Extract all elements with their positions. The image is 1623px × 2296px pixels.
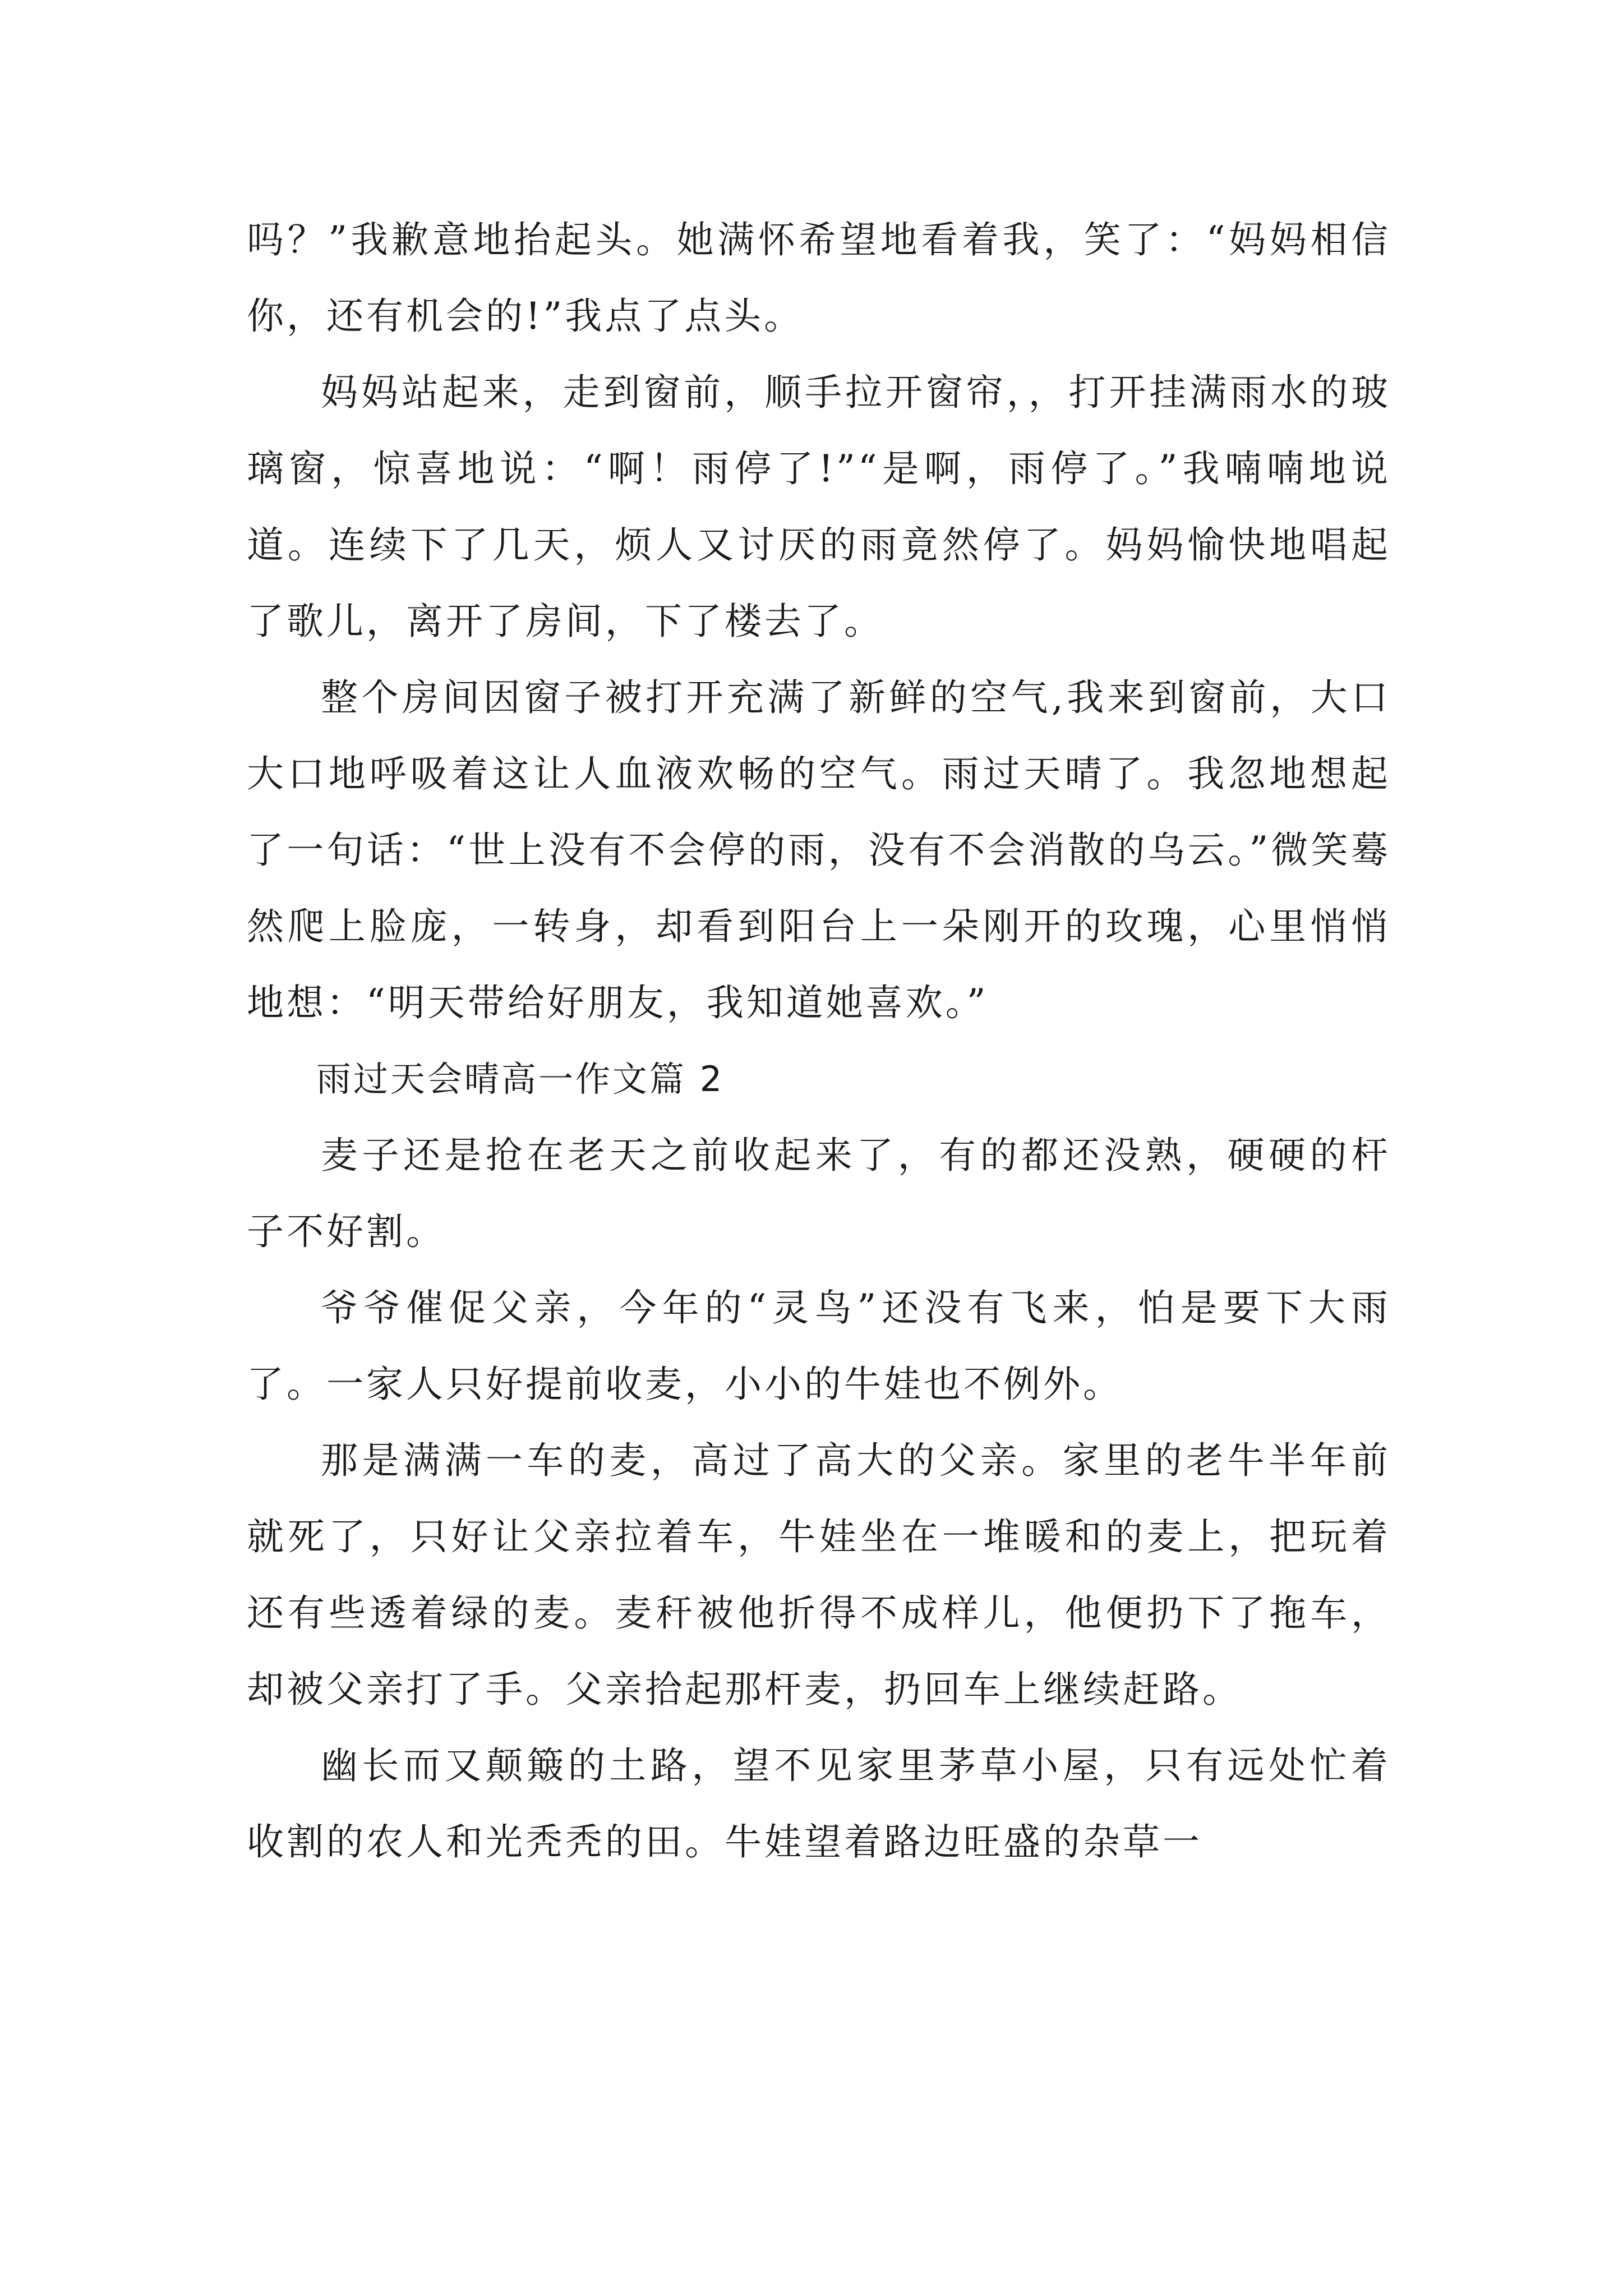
paragraph-1: 吗？”我歉意地抬起头。她满怀希望地看着我，笑了：“妈妈相信你，还有机会的!”我点了点头。 — [247, 218, 1391, 338]
paragraph-5: 爷爷催促父亲，今年的“灵鸟”还没有飞来，怕是要下大雨了。一家人只好提前收麦，小小的牛娃也不例外。 — [247, 1286, 1391, 1406]
paragraph-4: 麦子还是抢在老天之前收起来了，有的都还没熟，硬硬的杆子不好割。 — [247, 1134, 1391, 1253]
section-heading: 雨过天会晴高一作文篇 2 — [316, 1059, 725, 1099]
paragraph-7: 幽长而又颠簸的土路，望不见家里茅草小屋，只有远处忙着收割的农人和光秃秃的田。牛娃望着路边旺盛的杂草一 — [247, 1744, 1391, 1864]
essay-body — [247, 202, 1391, 1880]
paragraph-3: 整个房间因窗子被打开充满了新鲜的空气,我来到窗前，大口大口地呼吸着这让人血液欢畅的空气。雨过天晴了。我忽地想起了一句话：“世上没有不会停的雨，没有不会消散的乌云。”微笑蓦然爬上脸庞，一转身，却看到阳台上一朵刚开的玫瑰，心里悄悄地想：“明天带给好朋友，我知道她喜欢。” — [247, 676, 1391, 1024]
paragraph-6: 那是满满一车的麦，高过了高大的父亲。家里的老牛半年前就死了，只好让父亲拉着车，牛娃坐在一堆暖和的麦上，把玩着还有些透着绿的麦。麦秆被他折得不成样儿，他便扔下了拖车，却被父亲打了手。父亲拾起那杆麦，扔回车上继续赶路。 — [247, 1439, 1391, 1711]
paragraph-2: 妈妈站起来，走到窗前，顺手拉开窗帘，，打开挂满雨水的玻璃窗，惊喜地说：“啊！雨停了!”“是啊，雨停了。”我喃喃地说道。连续下了几天，烦人又讨厌的雨竟然停了。妈妈愉快地唱起了歌儿，离开了房间，下了楼去了。 — [247, 371, 1391, 643]
